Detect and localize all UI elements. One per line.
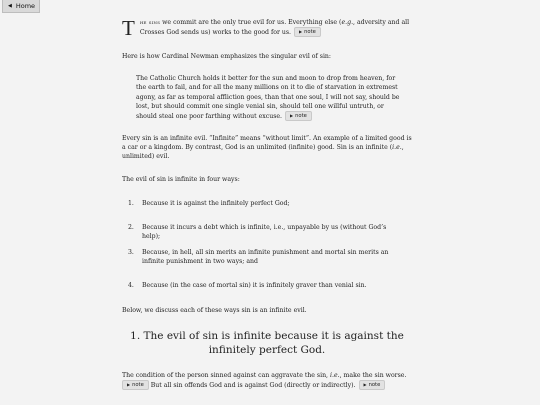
note-label: note <box>295 113 307 120</box>
list-number: 1. <box>128 200 134 207</box>
dropcap: T <box>122 16 135 40</box>
four-ways-intro: The evil of sin is infinite in four ways: <box>122 176 240 183</box>
condition-paragraph <box>122 371 412 390</box>
note-arrow-icon: ▶ <box>127 382 131 387</box>
infinite-ie: i.e. <box>392 144 402 151</box>
discuss-paragraph: Below, we discuss each of these ways sin is an infinite evil. <box>122 307 307 314</box>
note-label: note <box>368 382 381 388</box>
list-text: Because, in hell, all sin merits an infinite punishment and mortal sin merits an infinite punishment in two ways; and <box>142 249 389 265</box>
list-text: Because it incurs a debt which is infinite, i.e., unpayable by us (without God’s help); <box>142 224 387 240</box>
note-button[interactable] <box>294 27 321 37</box>
note-button[interactable] <box>285 111 312 121</box>
intro-eg: e.g. <box>341 19 354 26</box>
infinite-paragraph <box>122 134 412 161</box>
back-arrow-icon: ◀ <box>8 2 12 9</box>
note-label: note <box>132 382 144 388</box>
condition-text-b: , make the sin worse. <box>339 372 407 379</box>
infinite-text-end: , unlimited) evil. <box>122 144 404 160</box>
note-arrow-icon: ▶ <box>363 382 367 387</box>
newman-quote <box>136 74 404 121</box>
list-text: Because it is against the infinitely perfect God; <box>142 200 290 207</box>
intro-lead: he sins <box>139 19 161 26</box>
note-button[interactable] <box>359 380 386 390</box>
infinite-text: Every sin is an infinite evil. “Infinite” means “without limit”. An example of a limited good is a car or a kingdom. By contrast, God is an unlimited (infinite) good. Sin is an infinite ( <box>122 135 412 151</box>
quote-text: The Catholic Church holds it better for the sun and moon to drop from heaven, for the earth to fail, and for all the many millions on it to die of starvation in extremest agony, as far as temporal affliction goes, than that one soul, I will not say, should be lost, but should commit one single venial sin, should tell one willful untruth, or should steal one poor farthing without excuse. <box>136 75 400 121</box>
list-number: 2. <box>128 224 134 231</box>
note-arrow-icon: ▶ <box>290 113 294 119</box>
note-button[interactable] <box>122 380 149 390</box>
list-number: 4. <box>128 282 134 289</box>
note-arrow-icon: ▶ <box>299 29 303 34</box>
intro-text: we commit are the only true evil for us. Everything else ( <box>160 19 342 26</box>
intro-paragraph <box>122 16 412 40</box>
list-number: 3. <box>128 249 134 256</box>
list-text: Because (in the case of mortal sin) it is infinitely graver than venial sin. <box>142 282 367 289</box>
note-label: note <box>304 29 316 35</box>
condition-text: The condition of the person sinned against can aggravate the sin, <box>122 372 330 379</box>
home-button[interactable] <box>2 0 40 13</box>
section-title: 1. The evil of sin is infinite because it is against the infinitely perfect God. <box>130 330 404 356</box>
intro-text2: , adversity and all Crosses God sends us) works to the good for us. <box>139 19 410 36</box>
newman-intro: Here is how Cardinal Newman emphasizes the singular evil of sin: <box>122 53 332 60</box>
home-button-label: Home <box>15 1 36 10</box>
condition-ie: i.e. <box>330 372 340 379</box>
condition-text-c: But all sin offends God and is against God (directly or indirectly). <box>150 382 356 389</box>
